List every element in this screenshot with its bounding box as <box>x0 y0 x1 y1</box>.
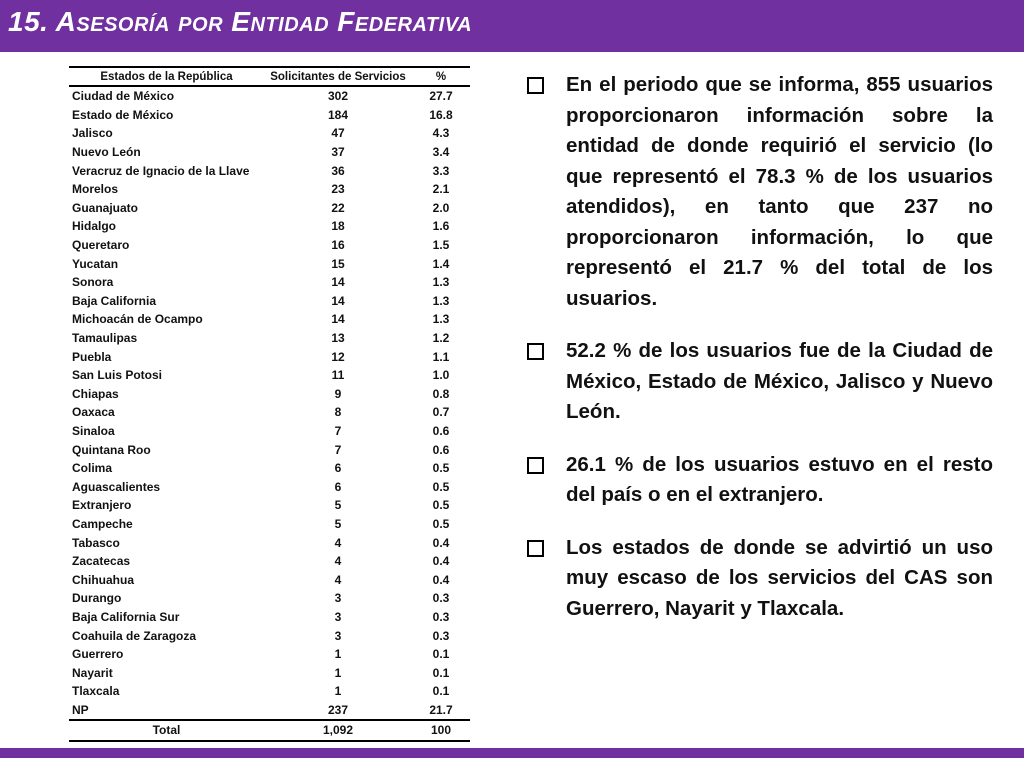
count-cell: 36 <box>331 163 345 178</box>
state-cell: Aguascalientes <box>72 479 161 494</box>
state-cell: Morelos <box>72 182 119 197</box>
table-row <box>69 570 470 589</box>
percent-cell: 0.4 <box>432 535 450 550</box>
header-state: Estados de la República <box>69 67 264 86</box>
percent-cell: 1.3 <box>432 293 450 308</box>
state-cell: NP <box>69 701 264 721</box>
percent-cell: 0.5 <box>432 516 450 531</box>
percent-cell: 21.7 <box>412 701 470 721</box>
percent-cell: 0.3 <box>432 628 450 643</box>
table-row <box>69 515 470 534</box>
table-row <box>69 663 470 682</box>
count-cell: 18 <box>331 219 345 234</box>
count-cell: 15 <box>331 256 345 271</box>
percent-cell: 0.7 <box>432 405 450 420</box>
percent-cell: 0.5 <box>432 498 450 513</box>
checkbox-icon <box>527 540 544 557</box>
table-row <box>69 310 470 329</box>
count-cell: 184 <box>327 107 349 122</box>
percent-cell: 0.1 <box>432 684 450 699</box>
bullet-text: 26.1 % de los usuarios estuvo en el resto del país o en el extranjero. <box>566 452 993 506</box>
table-row <box>69 682 470 701</box>
state-cell: Tlaxcala <box>72 684 120 699</box>
table-row <box>69 86 470 106</box>
table-body <box>69 86 470 741</box>
state-cell: Colima <box>72 461 113 476</box>
table-row <box>69 273 470 292</box>
count-cell: 4 <box>334 554 342 569</box>
state-cell: Queretaro <box>72 238 130 253</box>
percent-cell: 0.8 <box>432 386 450 401</box>
percent-cell: 0.1 <box>432 647 450 662</box>
state-cell: Michoacán de Ocampo <box>72 312 203 327</box>
count-cell: 3 <box>334 628 342 643</box>
count-cell: 14 <box>331 275 345 290</box>
bottom-bar <box>0 748 1024 758</box>
percent-cell: 0.4 <box>432 554 450 569</box>
percent-cell: 0.1 <box>432 665 450 680</box>
state-cell: Hidalgo <box>72 219 116 234</box>
count-cell: 7 <box>334 423 342 438</box>
percent-cell: 4.3 <box>432 126 450 141</box>
percent-cell: 1.1 <box>432 349 450 364</box>
state-cell: Chihuahua <box>72 572 134 587</box>
table-row <box>69 236 470 255</box>
count-cell: 237 <box>264 701 412 721</box>
header-requests: Solicitantes de Servicios <box>264 67 412 86</box>
count-cell: 13 <box>331 331 345 346</box>
bullet-item <box>525 533 993 625</box>
percent-cell: 27.7 <box>429 89 453 104</box>
bullet-item <box>525 450 993 511</box>
states-table <box>69 66 470 742</box>
percent-cell: 0.6 <box>432 423 450 438</box>
state-cell: Tabasco <box>72 535 120 550</box>
percent-cell: 0.5 <box>432 461 450 476</box>
percent-cell: 1.6 <box>432 219 450 234</box>
count-cell: 6 <box>334 479 342 494</box>
count-cell: 3 <box>334 609 342 624</box>
percent-cell: 16.8 <box>429 107 453 122</box>
count-cell: 1 <box>334 665 342 680</box>
state-cell: Durango <box>72 591 122 606</box>
table-row <box>69 440 470 459</box>
table-row <box>69 292 470 311</box>
table-row <box>69 645 470 664</box>
percent-cell: 0.3 <box>432 591 450 606</box>
state-cell: Chiapas <box>72 386 119 401</box>
table-row <box>69 459 470 478</box>
count-cell: 3 <box>334 591 342 606</box>
table-row <box>69 199 470 218</box>
count-cell: 47 <box>331 126 345 141</box>
percent-cell: 0.6 <box>432 442 450 457</box>
state-cell: Sinaloa <box>72 423 115 438</box>
state-cell: Estado de México <box>72 107 174 122</box>
state-cell: Extranjero <box>72 498 132 513</box>
bullet-text: 52.2 % de los usuarios fue de la Ciudad de México, Estado de México, Jalisco y Nuevo León. <box>566 339 993 423</box>
state-cell: Zacatecas <box>72 554 131 569</box>
count-cell: 4 <box>334 572 342 587</box>
count-cell: 5 <box>334 498 342 513</box>
table-row <box>69 329 470 348</box>
table-row <box>69 385 470 404</box>
count-cell: 16 <box>331 238 345 253</box>
table-row <box>69 477 470 496</box>
total-count: 1,092 <box>264 720 412 741</box>
count-cell: 302 <box>327 89 349 104</box>
states-table-container <box>69 66 470 742</box>
checkbox-icon <box>527 77 544 94</box>
table-header-row <box>69 67 470 86</box>
table-row <box>69 347 470 366</box>
state-cell: Nuevo León <box>72 145 141 160</box>
title-bar <box>0 0 1024 52</box>
percent-cell: 1.2 <box>432 331 450 346</box>
count-cell: 8 <box>334 405 342 420</box>
count-cell: 9 <box>334 386 342 401</box>
percent-cell: 0.3 <box>432 609 450 624</box>
table-row <box>69 366 470 385</box>
count-cell: 22 <box>331 200 345 215</box>
table-total-row <box>69 720 470 741</box>
bullet-list <box>525 70 993 646</box>
table-row <box>69 254 470 273</box>
state-cell: Tamaulipas <box>72 331 138 346</box>
percent-cell: 1.3 <box>432 275 450 290</box>
table-row <box>69 626 470 645</box>
percent-cell: 1.3 <box>432 312 450 327</box>
state-cell: San Luis Potosi <box>72 368 163 383</box>
table-row <box>69 403 470 422</box>
state-cell: Guerrero <box>72 647 124 662</box>
checkbox-icon <box>527 343 544 360</box>
state-cell: Sonora <box>72 275 114 290</box>
count-cell: 1 <box>334 684 342 699</box>
table-row <box>69 106 470 125</box>
header-percent: % <box>412 67 470 86</box>
count-cell: 12 <box>331 349 345 364</box>
percent-cell: 0.5 <box>432 479 450 494</box>
state-cell: Oaxaca <box>72 405 115 420</box>
table-row <box>69 124 470 143</box>
table-row <box>69 180 470 199</box>
table-row <box>69 552 470 571</box>
total-label: Total <box>69 720 264 741</box>
percent-cell: 0.4 <box>432 572 450 587</box>
count-cell: 11 <box>331 368 345 383</box>
percent-cell: 1.4 <box>432 256 450 271</box>
state-cell: Guanajuato <box>72 200 139 215</box>
table-row <box>69 701 470 721</box>
state-cell: Puebla <box>72 349 112 364</box>
count-cell: 4 <box>334 535 342 550</box>
bullet-text: Los estados de donde se advirtió un uso muy escaso de los servicios del CAS son Guerrero, Nayarit y Tlaxcala. <box>566 535 993 620</box>
state-cell: Yucatan <box>72 256 119 271</box>
percent-cell: 1.0 <box>432 368 450 383</box>
count-cell: 6 <box>334 461 342 476</box>
state-cell: Baja California <box>72 293 157 308</box>
percent-cell: 2.0 <box>432 200 450 215</box>
count-cell: 23 <box>331 182 345 197</box>
count-cell: 1 <box>334 647 342 662</box>
table-row <box>69 533 470 552</box>
table-row <box>69 217 470 236</box>
state-cell: Veracruz de Ignacio de la Llave <box>72 163 250 178</box>
percent-cell: 1.5 <box>432 238 450 253</box>
table-row <box>69 608 470 627</box>
count-cell: 14 <box>331 293 345 308</box>
percent-cell: 2.1 <box>432 182 450 197</box>
count-cell: 37 <box>331 145 345 160</box>
table-row <box>69 161 470 180</box>
table-row <box>69 496 470 515</box>
percent-cell: 3.4 <box>432 145 450 160</box>
count-cell: 14 <box>331 312 345 327</box>
slide-title: 15. Asesoría por Entidad Federativa <box>8 6 473 37</box>
table-row <box>69 422 470 441</box>
table-row <box>69 143 470 162</box>
state-cell: Campeche <box>72 516 133 531</box>
bullet-item <box>525 336 993 428</box>
state-cell: Ciudad de México <box>72 89 175 104</box>
total-percent: 100 <box>412 720 470 741</box>
bullet-text: En el periodo que se informa, 855 usuarios proporcionaron información sobre la entidad de donde requirió el servicio (lo que representó el 78.3 % de los usuarios atendidos), en tanto que 237 no proporcionaron información, lo que representó el 21.7 % del total de los usuarios. <box>566 73 993 310</box>
state-cell: Coahuila de Zaragoza <box>72 628 197 643</box>
state-cell: Quintana Roo <box>72 442 151 457</box>
state-cell: Jalisco <box>72 126 113 141</box>
bullet-item <box>525 70 993 314</box>
checkbox-icon <box>527 457 544 474</box>
table-row <box>69 589 470 608</box>
count-cell: 5 <box>334 516 342 531</box>
state-cell: Nayarit <box>72 665 113 680</box>
count-cell: 7 <box>334 442 342 457</box>
state-cell: Baja California Sur <box>72 609 180 624</box>
percent-cell: 3.3 <box>432 163 450 178</box>
